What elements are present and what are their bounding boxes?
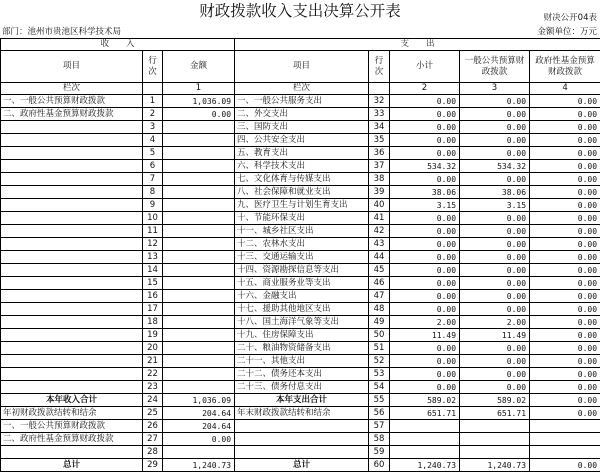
expense-item: 一、一般公共服务支出 bbox=[235, 95, 369, 108]
income-item bbox=[1, 316, 143, 329]
expense-fund: 0.00 bbox=[530, 329, 600, 342]
expense-item: 九、医疗卫生与计划生育支出 bbox=[235, 199, 369, 212]
income-amount bbox=[163, 355, 235, 368]
table-row bbox=[1, 303, 600, 316]
expense-subtotal: 0.00 bbox=[390, 225, 460, 238]
grand-total-row bbox=[1, 459, 600, 472]
table-row bbox=[1, 277, 600, 290]
table-row bbox=[1, 95, 600, 108]
col-header-general: 一般公共预算财政拨款 bbox=[460, 51, 530, 83]
expense-general: 0.00 bbox=[460, 134, 530, 147]
table-row bbox=[1, 134, 600, 147]
budget-table bbox=[0, 38, 600, 472]
income-amount bbox=[163, 303, 235, 316]
expense-row-no: 40 bbox=[369, 199, 390, 212]
expense-subtotal bbox=[390, 446, 460, 459]
income-row-no: 20 bbox=[143, 342, 163, 355]
income-item: 年初财政拨款结转和结余 bbox=[1, 407, 143, 420]
lanci-exp-label: 栏次 bbox=[235, 83, 369, 95]
expense-row-no: 42 bbox=[369, 225, 390, 238]
income-row-no: 19 bbox=[143, 329, 163, 342]
income-row-no: 8 bbox=[143, 186, 163, 199]
expense-subtotal: 2.00 bbox=[390, 316, 460, 329]
income-amount bbox=[163, 251, 235, 264]
unit-label: 金额单位：万元 bbox=[537, 27, 597, 38]
expense-section-label: 支 出 bbox=[235, 39, 600, 51]
income-row-no: 18 bbox=[143, 316, 163, 329]
expense-item: 本年支出合计 bbox=[235, 394, 369, 407]
expense-general: 0.00 bbox=[460, 173, 530, 186]
expense-row-no: 32 bbox=[369, 95, 390, 108]
expense-general: 0.00 bbox=[460, 95, 530, 108]
income-amount: 204.64 bbox=[163, 420, 235, 433]
income-item bbox=[1, 238, 143, 251]
expense-general: 3.15 bbox=[460, 199, 530, 212]
income-row-no: 3 bbox=[143, 121, 163, 134]
income-item: 本年收入合计 bbox=[1, 394, 143, 407]
expense-item: 十一、城乡社区支出 bbox=[235, 225, 369, 238]
income-item bbox=[1, 381, 143, 394]
expense-fund: 0.00 bbox=[530, 147, 600, 160]
expense-subtotal bbox=[390, 420, 460, 433]
expense-item bbox=[235, 446, 369, 459]
income-row-no: 29 bbox=[143, 459, 163, 472]
income-amount: 1,036.09 bbox=[163, 394, 235, 407]
col-header-item: 项目 bbox=[1, 51, 143, 83]
expense-subtotal: 0.00 bbox=[390, 238, 460, 251]
expense-subtotal: 0.00 bbox=[390, 264, 460, 277]
expense-general: 0.00 bbox=[460, 277, 530, 290]
expense-fund: 0.00 bbox=[530, 160, 600, 173]
expense-fund: 0.00 bbox=[530, 212, 600, 225]
carry-row bbox=[1, 433, 600, 446]
income-amount: 1,240.73 bbox=[163, 459, 235, 472]
expense-general bbox=[460, 433, 530, 446]
expense-general: 534.32 bbox=[460, 160, 530, 173]
table-row bbox=[1, 355, 600, 368]
expense-fund: 0.00 bbox=[530, 238, 600, 251]
income-amount bbox=[163, 121, 235, 134]
income-row-no: 27 bbox=[143, 433, 163, 446]
expense-item: 十二、农林水支出 bbox=[235, 238, 369, 251]
income-amount bbox=[163, 160, 235, 173]
expense-fund bbox=[530, 420, 600, 433]
expense-item: 六、科学技术支出 bbox=[235, 160, 369, 173]
table-row bbox=[1, 186, 600, 199]
table-row bbox=[1, 160, 600, 173]
income-amount bbox=[163, 225, 235, 238]
expense-subtotal: 0.00 bbox=[390, 342, 460, 355]
income-item: 总计 bbox=[1, 459, 143, 472]
expense-fund: 0.00 bbox=[530, 290, 600, 303]
carry-row bbox=[1, 420, 600, 433]
income-row-no: 26 bbox=[143, 420, 163, 433]
expense-subtotal: 0.00 bbox=[390, 277, 460, 290]
income-item bbox=[1, 329, 143, 342]
table-row bbox=[1, 316, 600, 329]
income-item bbox=[1, 173, 143, 186]
income-section-label: 收 入 bbox=[1, 39, 235, 51]
income-amount: 204.64 bbox=[163, 407, 235, 420]
expense-row-no: 46 bbox=[369, 277, 390, 290]
income-item: 二、政府性基金预算财政拨款 bbox=[1, 108, 143, 121]
section-header-row bbox=[1, 39, 600, 51]
expense-general: 11.49 bbox=[460, 329, 530, 342]
income-row-no: 6 bbox=[143, 160, 163, 173]
table-row bbox=[1, 147, 600, 160]
income-amount bbox=[163, 381, 235, 394]
expense-fund bbox=[530, 433, 600, 446]
expense-fund: 0.00 bbox=[530, 459, 600, 472]
department-label: 部门：池州市贵池区科学技术局 bbox=[2, 27, 121, 38]
expense-item: 总计 bbox=[235, 459, 369, 472]
col-header-subtotal: 小计 bbox=[390, 51, 460, 83]
expense-general: 0.00 bbox=[460, 121, 530, 134]
income-item bbox=[1, 446, 143, 459]
income-row-no: 16 bbox=[143, 290, 163, 303]
table-row bbox=[1, 290, 600, 303]
expense-subtotal: 0.00 bbox=[390, 290, 460, 303]
expense-subtotal: 0.00 bbox=[390, 355, 460, 368]
lanci-blank bbox=[143, 83, 163, 95]
expense-item: 十九、住房保障支出 bbox=[235, 329, 369, 342]
lanci-c2: 2 bbox=[390, 83, 460, 95]
expense-general: 38.06 bbox=[460, 186, 530, 199]
income-amount bbox=[163, 316, 235, 329]
expense-item: 十五、商业服务业等支出 bbox=[235, 277, 369, 290]
expense-general: 651.71 bbox=[460, 407, 530, 420]
income-row-no: 2 bbox=[143, 108, 163, 121]
expense-fund: 0.00 bbox=[530, 108, 600, 121]
expense-fund: 0.00 bbox=[530, 173, 600, 186]
expense-item: 十七、援助其他地区支出 bbox=[235, 303, 369, 316]
expense-item: 八、社会保障和就业支出 bbox=[235, 186, 369, 199]
table-row bbox=[1, 264, 600, 277]
lanci-label: 栏次 bbox=[1, 83, 143, 95]
income-row-no: 15 bbox=[143, 277, 163, 290]
expense-item: 十六、金融支出 bbox=[235, 290, 369, 303]
total-row bbox=[1, 394, 600, 407]
income-row-no: 5 bbox=[143, 147, 163, 160]
income-item bbox=[1, 290, 143, 303]
expense-general bbox=[460, 446, 530, 459]
income-item: 二、政府性基金预算财政拨款 bbox=[1, 433, 143, 446]
expense-general: 0.00 bbox=[460, 303, 530, 316]
expense-row-no: 57 bbox=[369, 420, 390, 433]
income-amount: 0.00 bbox=[163, 108, 235, 121]
expense-subtotal: 0.00 bbox=[390, 95, 460, 108]
expense-item: 二、外交支出 bbox=[235, 108, 369, 121]
income-row-no: 28 bbox=[143, 446, 163, 459]
expense-fund: 0.00 bbox=[530, 407, 600, 420]
expense-row-no: 34 bbox=[369, 121, 390, 134]
income-amount bbox=[163, 342, 235, 355]
expense-row-no: 50 bbox=[369, 329, 390, 342]
income-amount bbox=[163, 446, 235, 459]
expense-subtotal: 0.00 bbox=[390, 173, 460, 186]
expense-row-no: 55 bbox=[369, 394, 390, 407]
col-header-fund: 政府性基金预算财政拨款 bbox=[530, 51, 600, 83]
income-row-no: 23 bbox=[143, 381, 163, 394]
expense-row-no: 37 bbox=[369, 160, 390, 173]
income-amount bbox=[163, 264, 235, 277]
expense-row-no: 52 bbox=[369, 355, 390, 368]
income-row-no: 12 bbox=[143, 238, 163, 251]
income-row-no: 9 bbox=[143, 199, 163, 212]
col-header-exp-row-no: 行次 bbox=[369, 51, 390, 83]
expense-row-no: 44 bbox=[369, 251, 390, 264]
table-row bbox=[1, 381, 600, 394]
income-amount bbox=[163, 134, 235, 147]
expense-item: 七、文化体育与传媒支出 bbox=[235, 173, 369, 186]
expense-fund: 0.00 bbox=[530, 251, 600, 264]
income-row-no: 10 bbox=[143, 212, 163, 225]
expense-row-no: 51 bbox=[369, 342, 390, 355]
expense-fund: 0.00 bbox=[530, 368, 600, 381]
expense-fund: 0.00 bbox=[530, 381, 600, 394]
table-row bbox=[1, 173, 600, 186]
expense-item: 五、教育支出 bbox=[235, 147, 369, 160]
income-amount bbox=[163, 277, 235, 290]
income-amount bbox=[163, 186, 235, 199]
income-amount: 0.00 bbox=[163, 433, 235, 446]
expense-row-no: 54 bbox=[369, 381, 390, 394]
income-item bbox=[1, 134, 143, 147]
expense-subtotal: 0.00 bbox=[390, 108, 460, 121]
expense-row-no: 58 bbox=[369, 433, 390, 446]
income-row-no: 17 bbox=[143, 303, 163, 316]
income-item bbox=[1, 160, 143, 173]
income-row-no: 11 bbox=[143, 225, 163, 238]
income-item bbox=[1, 199, 143, 212]
expense-row-no: 41 bbox=[369, 212, 390, 225]
expense-fund: 0.00 bbox=[530, 225, 600, 238]
expense-fund: 0.00 bbox=[530, 264, 600, 277]
income-amount bbox=[163, 173, 235, 186]
expense-subtotal: 534.32 bbox=[390, 160, 460, 173]
income-amount bbox=[163, 290, 235, 303]
expense-general: 0.00 bbox=[460, 368, 530, 381]
table-row bbox=[1, 251, 600, 264]
income-item: 一、一般公共预算财政拨款 bbox=[1, 95, 143, 108]
expense-item: 年末财政拨款结转和结余 bbox=[235, 407, 369, 420]
expense-subtotal: 0.00 bbox=[390, 212, 460, 225]
income-row-no: 25 bbox=[143, 407, 163, 420]
expense-row-no: 33 bbox=[369, 108, 390, 121]
expense-subtotal: 0.00 bbox=[390, 134, 460, 147]
expense-item bbox=[235, 433, 369, 446]
col-header-exp-item: 项目 bbox=[235, 51, 369, 83]
income-row-no: 21 bbox=[143, 355, 163, 368]
lanci-c4: 4 bbox=[530, 83, 600, 95]
expense-general: 1,240.73 bbox=[460, 459, 530, 472]
expense-subtotal bbox=[390, 433, 460, 446]
expense-general bbox=[460, 420, 530, 433]
table-row bbox=[1, 368, 600, 381]
income-item bbox=[1, 355, 143, 368]
expense-fund: 0.00 bbox=[530, 277, 600, 290]
expense-subtotal: 11.49 bbox=[390, 329, 460, 342]
income-item bbox=[1, 121, 143, 134]
carry-row bbox=[1, 446, 600, 459]
expense-subtotal: 0.00 bbox=[390, 381, 460, 394]
expense-item bbox=[235, 420, 369, 433]
income-item bbox=[1, 342, 143, 355]
expense-general: 0.00 bbox=[460, 225, 530, 238]
lanci-row bbox=[1, 83, 600, 95]
table-row bbox=[1, 238, 600, 251]
form-code: 财决公开04表 bbox=[544, 13, 597, 24]
expense-fund: 0.00 bbox=[530, 134, 600, 147]
expense-item: 十八、国土海洋气象等支出 bbox=[235, 316, 369, 329]
table-row bbox=[1, 225, 600, 238]
expense-fund: 0.00 bbox=[530, 394, 600, 407]
expense-item: 二十二、债务还本支出 bbox=[235, 368, 369, 381]
lanci-exp-blank bbox=[369, 83, 390, 95]
expense-item: 十、节能环保支出 bbox=[235, 212, 369, 225]
income-item bbox=[1, 303, 143, 316]
carry-row bbox=[1, 407, 600, 420]
expense-subtotal: 0.00 bbox=[390, 147, 460, 160]
income-item bbox=[1, 277, 143, 290]
income-row-no: 22 bbox=[143, 368, 163, 381]
income-row-no: 13 bbox=[143, 251, 163, 264]
income-amount bbox=[163, 147, 235, 160]
expense-subtotal: 38.06 bbox=[390, 186, 460, 199]
expense-row-no: 43 bbox=[369, 238, 390, 251]
expense-item: 十三、交通运输支出 bbox=[235, 251, 369, 264]
expense-subtotal: 0.00 bbox=[390, 251, 460, 264]
expense-fund: 0.00 bbox=[530, 303, 600, 316]
expense-row-no: 38 bbox=[369, 173, 390, 186]
income-item bbox=[1, 264, 143, 277]
expense-subtotal: 589.02 bbox=[390, 394, 460, 407]
income-item bbox=[1, 368, 143, 381]
income-amount bbox=[163, 368, 235, 381]
expense-row-no: 35 bbox=[369, 134, 390, 147]
expense-row-no: 47 bbox=[369, 290, 390, 303]
expense-general: 0.00 bbox=[460, 290, 530, 303]
table-row bbox=[1, 329, 600, 342]
expense-row-no: 60 bbox=[369, 459, 390, 472]
income-item bbox=[1, 147, 143, 160]
table-row bbox=[1, 342, 600, 355]
expense-row-no: 56 bbox=[369, 407, 390, 420]
expense-row-no: 39 bbox=[369, 186, 390, 199]
table-row bbox=[1, 212, 600, 225]
income-item bbox=[1, 186, 143, 199]
income-amount bbox=[163, 238, 235, 251]
income-row-no: 14 bbox=[143, 264, 163, 277]
income-row-no: 1 bbox=[143, 95, 163, 108]
income-amount bbox=[163, 329, 235, 342]
col-header-row-no: 行次 bbox=[143, 51, 163, 83]
expense-row-no: 36 bbox=[369, 147, 390, 160]
report-title: 财政拨款收入支出决算公开表 bbox=[0, 1, 600, 21]
expense-general: 0.00 bbox=[460, 381, 530, 394]
col-header-amount: 金额 bbox=[163, 51, 235, 83]
expense-general: 0.00 bbox=[460, 147, 530, 160]
expense-row-no: 48 bbox=[369, 303, 390, 316]
expense-item: 二十一、其他支出 bbox=[235, 355, 369, 368]
expense-general: 589.02 bbox=[460, 394, 530, 407]
income-row-no: 4 bbox=[143, 134, 163, 147]
expense-item: 三、国防支出 bbox=[235, 121, 369, 134]
expense-item: 四、公共安全支出 bbox=[235, 134, 369, 147]
table-row bbox=[1, 121, 600, 134]
expense-fund: 0.00 bbox=[530, 121, 600, 134]
expense-fund: 0.00 bbox=[530, 95, 600, 108]
expense-general: 0.00 bbox=[460, 251, 530, 264]
income-amount bbox=[163, 199, 235, 212]
income-item bbox=[1, 225, 143, 238]
income-item: 一、一般公共预算财政拨款 bbox=[1, 420, 143, 433]
lanci-c1: 1 bbox=[163, 83, 235, 95]
expense-row-no: 45 bbox=[369, 264, 390, 277]
expense-subtotal: 0.00 bbox=[390, 303, 460, 316]
expense-row-no: 59 bbox=[369, 446, 390, 459]
expense-fund: 0.00 bbox=[530, 199, 600, 212]
expense-general: 0.00 bbox=[460, 108, 530, 121]
expense-fund: 0.00 bbox=[530, 186, 600, 199]
lanci-c3: 3 bbox=[460, 83, 530, 95]
column-header-row bbox=[1, 51, 600, 83]
expense-subtotal: 3.15 bbox=[390, 199, 460, 212]
expense-general: 2.00 bbox=[460, 316, 530, 329]
table-row bbox=[1, 199, 600, 212]
expense-fund: 0.00 bbox=[530, 355, 600, 368]
expense-fund: 0.00 bbox=[530, 316, 600, 329]
expense-subtotal: 1,240.73 bbox=[390, 459, 460, 472]
income-amount: 1,036.09 bbox=[163, 95, 235, 108]
expense-general: 0.00 bbox=[460, 212, 530, 225]
expense-item: 二十三、债务付息支出 bbox=[235, 381, 369, 394]
income-item bbox=[1, 212, 143, 225]
expense-subtotal: 651.71 bbox=[390, 407, 460, 420]
expense-subtotal: 0.00 bbox=[390, 368, 460, 381]
expense-subtotal: 0.00 bbox=[390, 121, 460, 134]
expense-item: 二十、粮油物资储备支出 bbox=[235, 342, 369, 355]
income-row-no: 7 bbox=[143, 173, 163, 186]
expense-general: 0.00 bbox=[460, 264, 530, 277]
expense-general: 0.00 bbox=[460, 342, 530, 355]
table-row bbox=[1, 108, 600, 121]
expense-row-no: 53 bbox=[369, 368, 390, 381]
income-amount bbox=[163, 212, 235, 225]
income-item bbox=[1, 251, 143, 264]
expense-general: 0.00 bbox=[460, 355, 530, 368]
expense-row-no: 49 bbox=[369, 316, 390, 329]
expense-item: 十四、资源勘探信息等支出 bbox=[235, 264, 369, 277]
expense-fund: 0.00 bbox=[530, 342, 600, 355]
income-row-no: 24 bbox=[143, 394, 163, 407]
expense-general: 0.00 bbox=[460, 238, 530, 251]
expense-fund bbox=[530, 446, 600, 459]
